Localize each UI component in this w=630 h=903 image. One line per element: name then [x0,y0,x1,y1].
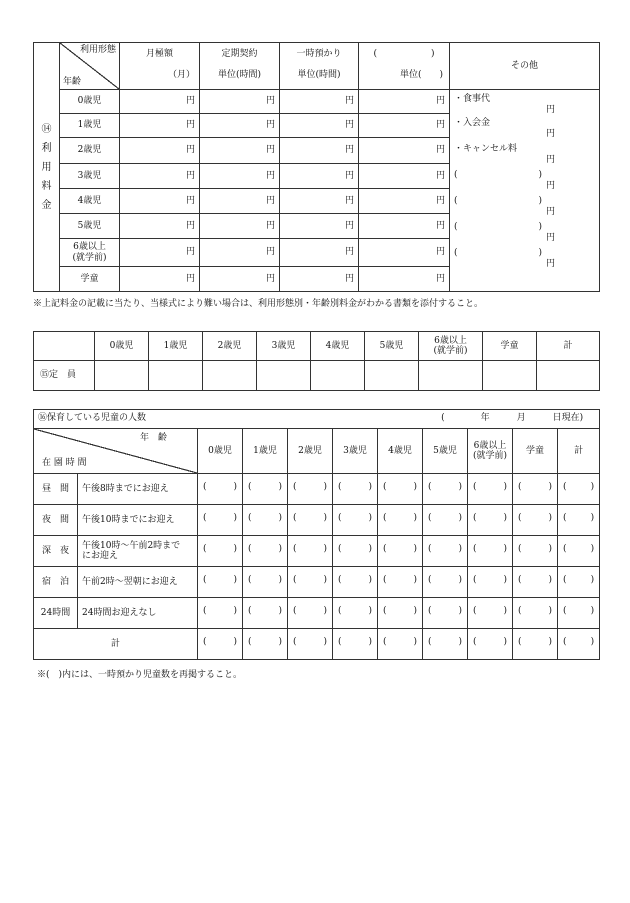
paren-open: ( [248,513,252,524]
children-count-cell [333,536,378,567]
children-count-cell [333,629,378,660]
children-count-cell [198,598,243,629]
paren-close: ) [458,606,462,617]
fee-section-char: ⑭ [41,123,52,135]
children-table [33,409,600,660]
fee-yen-cell: 円 [359,189,450,214]
children-count-cell [513,598,558,629]
paren-close: ) [233,606,237,617]
fee-corner-top: 利用形態 [79,45,116,55]
other-item-yen: 円 [545,233,555,243]
children-row [34,567,600,598]
fee-section-char: 金 [41,199,52,211]
paren-close: ) [413,637,417,648]
paren-close: ) [590,606,595,617]
paren-close: ) [548,482,552,493]
paren-open: ( [473,637,477,648]
paren-close: ) [368,544,372,555]
paren-open: ( [203,606,207,617]
paren-close: ) [368,575,372,586]
fee-yen-cell: 円 [359,267,450,292]
capacity-value-cell [537,361,600,391]
children-row-category: 深 夜 [34,536,78,567]
children-count-cell [513,505,558,536]
capacity-value-cell [95,361,149,391]
fee-yen-cell: 円 [120,164,200,189]
paren-open: ( [428,637,432,648]
children-count-cell [558,536,600,567]
children-count-cell [333,598,378,629]
children-count-cell [198,536,243,567]
paren-open: ( [518,544,522,555]
fee-row-label: 1歳児 [60,114,120,138]
other-item-label: ( [454,196,458,206]
children-count-cell [558,567,600,598]
children-count-cell [513,629,558,660]
children-count-cell [513,567,558,598]
children-count-cell [378,629,423,660]
children-corner-top: 年 齢 [139,433,167,443]
children-corner-bottom: 在 園 時 間 [42,457,87,468]
children-col-header: 4歳児 [378,429,423,474]
paren-open: ( [563,513,567,524]
paren-close: ) [503,606,507,617]
paren-close: ) [590,544,595,555]
fee-row [34,90,600,114]
paren-open: ( [338,575,342,586]
children-count-cell [558,629,600,660]
paren-open: ( [518,513,522,524]
other-item-close: ) [538,222,542,232]
paren-open: ( [203,482,207,493]
children-count-cell [423,629,468,660]
fee-yen-cell: 円 [200,267,280,292]
fee-corner-bottom: 年齢 [63,76,82,87]
children-col-header: 6歳以上 (就学前) [468,429,513,474]
children-col-header: 0歳児 [198,429,243,474]
paren-close: ) [590,513,595,524]
fee-yen-cell: 円 [359,138,450,164]
paren-open: ( [248,575,252,586]
paren-close: ) [323,606,327,617]
paren-close: ) [503,544,507,555]
children-row-category: 夜 間 [34,505,78,536]
fee-note: ※上記料金の記載に当たり、当様式により難い場合は、利用形態別・年齢別料金がわかる書類を添付すること。 [33,299,484,309]
paren-close: ) [413,575,417,586]
paren-open: ( [203,513,207,524]
paren-close: ) [368,606,372,617]
fee-col-header: 定期契約 単位(時間) [200,43,280,90]
paren-open: ( [383,575,387,586]
paren-open: ( [293,544,297,555]
paren-open: ( [203,637,207,648]
paren-close: ) [368,482,372,493]
capacity-row-label: ⑮定 員 [34,361,95,391]
children-count-cell [423,567,468,598]
children-count-cell [243,567,288,598]
fee-yen-cell: 円 [359,164,450,189]
fee-yen-cell: 円 [359,214,450,239]
fee-yen-cell: 円 [200,214,280,239]
children-col-header: 3歳児 [333,429,378,474]
children-row [34,474,600,505]
children-title-row [34,410,600,429]
paren-close: ) [590,637,595,648]
capacity-value-cell [483,361,537,391]
children-count-cell [423,536,468,567]
children-count-cell [288,536,333,567]
children-count-cell [513,474,558,505]
children-row-category: 24時間 [34,598,78,629]
paren-close: ) [413,482,417,493]
paren-open: ( [203,575,207,586]
paren-close: ) [413,606,417,617]
capacity-value-cell [419,361,483,391]
paren-close: ) [458,513,462,524]
fee-yen-cell: 円 [359,239,450,267]
children-count-cell [423,505,468,536]
fee-yen-cell: 円 [200,189,280,214]
children-count-cell [333,505,378,536]
paren-close: ) [278,482,282,493]
other-item-yen: 円 [545,129,555,139]
paren-open: ( [293,606,297,617]
paren-open: ( [473,482,477,493]
fee-corner-cell [60,43,120,90]
fee-yen-cell: 円 [359,90,450,114]
children-count-cell [378,567,423,598]
capacity-col-header: 4歳児 [311,332,365,361]
paren-close: ) [233,575,237,586]
children-col-header: 1歳児 [243,429,288,474]
fee-yen-cell: 円 [280,138,359,164]
fee-yen-cell: 円 [120,267,200,292]
other-item-close: ) [538,196,542,206]
capacity-value-cell [257,361,311,391]
paren-close: ) [590,482,595,493]
paren-open: ( [473,575,477,586]
children-total-label: 計 [34,629,198,660]
paren-open: ( [563,575,567,586]
fee-yen-cell: 円 [120,90,200,114]
other-item-label: ( [454,170,458,180]
capacity-col-header: 1歳児 [149,332,203,361]
children-count-cell [243,505,288,536]
capacity-col-header: 5歳児 [365,332,419,361]
other-item-yen: 円 [545,181,555,191]
paren-open: ( [248,544,252,555]
other-item-yen: 円 [545,259,555,269]
children-count-cell [423,474,468,505]
fee-yen-cell: 円 [280,214,359,239]
paren-close: ) [278,606,282,617]
capacity-col-header: 3歳児 [257,332,311,361]
paren-close: ) [323,544,327,555]
fee-yen-cell: 円 [200,138,280,164]
children-count-cell [243,598,288,629]
fee-col-header: 月極額 （月） [120,43,200,90]
children-count-cell [333,474,378,505]
children-row-desc: 午前2時～翌朝にお迎え [78,567,198,598]
paren-open: ( [473,513,477,524]
paren-open: ( [293,637,297,648]
paren-close: ) [413,544,417,555]
other-item-yen: 円 [545,155,555,165]
fee-yen-cell: 円 [200,114,280,138]
children-count-cell [378,536,423,567]
paren-open: ( [428,606,432,617]
paren-open: ( [383,544,387,555]
paren-close: ) [323,482,327,493]
children-count-cell [558,598,600,629]
paren-close: ) [503,513,507,524]
capacity-value-cell [149,361,203,391]
paren-open: ( [428,513,432,524]
other-item-label: ・食事代 [454,94,491,104]
other-item-close: ) [538,170,542,180]
children-count-cell [468,474,513,505]
other-item-yen: 円 [545,105,555,115]
children-count-cell [468,505,513,536]
other-item-close: ) [538,248,542,258]
paren-open: ( [563,606,567,617]
children-count-cell [558,474,600,505]
fee-section-char: 利 [41,142,52,154]
children-count-cell [333,567,378,598]
children-count-cell [243,629,288,660]
children-corner-cell [34,429,198,474]
paren-open: ( [248,482,252,493]
fee-yen-cell: 円 [280,239,359,267]
children-count-cell [468,598,513,629]
paren-open: ( [383,482,387,493]
children-count-cell [468,536,513,567]
fee-yen-cell: 円 [120,239,200,267]
children-count-cell [288,629,333,660]
capacity-col-header: 0歳児 [95,332,149,361]
paren-close: ) [233,637,237,648]
children-count-cell [288,598,333,629]
fee-row-label: 4歳児 [60,189,120,214]
fee-row-label: 6歳以上 (就学前) [60,239,120,267]
paren-close: ) [458,544,462,555]
paren-open: ( [338,482,342,493]
paren-open: ( [473,606,477,617]
paren-open: ( [338,513,342,524]
other-item-label: ( [454,248,458,258]
fee-section-char: 料 [41,180,52,192]
fee-yen-cell: 円 [120,138,200,164]
paren-close: ) [503,637,507,648]
paren-open: ( [338,606,342,617]
fee-row-label: 3歳児 [60,164,120,189]
children-col-header: 5歳児 [423,429,468,474]
children-count-cell [378,598,423,629]
fee-yen-cell: 円 [120,214,200,239]
paren-close: ) [278,575,282,586]
paren-open: ( [518,606,522,617]
fee-row-label: 学童 [60,267,120,292]
children-col-header: 2歳児 [288,429,333,474]
paren-open: ( [383,513,387,524]
paren-open: ( [338,544,342,555]
paren-open: ( [563,482,567,493]
paren-close: ) [233,544,237,555]
capacity-table [33,331,600,391]
fee-section-label [34,43,60,292]
fee-yen-cell: 円 [200,90,280,114]
children-count-cell [558,505,600,536]
capacity-value-cell [203,361,257,391]
children-row-desc: 午後10時までにお迎え [78,505,198,536]
children-count-cell [288,505,333,536]
capacity-col-header: 2歳児 [203,332,257,361]
capacity-col-header: 計 [537,332,600,361]
paren-close: ) [413,513,417,524]
fee-row-label: 2歳児 [60,138,120,164]
paren-close: ) [323,513,327,524]
fee-section-char: 用 [41,161,52,173]
fee-yen-cell: 円 [120,189,200,214]
paren-close: ) [458,482,462,493]
paren-close: ) [278,544,282,555]
paren-close: ) [323,637,327,648]
children-row [34,536,600,567]
fee-yen-cell: 円 [280,189,359,214]
paren-open: ( [428,482,432,493]
paren-close: ) [323,575,327,586]
paren-close: ) [368,637,372,648]
fee-yen-cell: 円 [120,114,200,138]
paren-open: ( [338,637,342,648]
fee-row-label: 0歳児 [60,90,120,114]
paren-open: ( [383,606,387,617]
fee-yen-cell: 円 [280,267,359,292]
paren-open: ( [518,637,522,648]
children-count-cell [378,505,423,536]
paren-open: ( [293,513,297,524]
paren-open: ( [518,575,522,586]
children-row-category: 昼 間 [34,474,78,505]
paren-open: ( [518,482,522,493]
fee-yen-cell: 円 [200,164,280,189]
children-count-cell [198,567,243,598]
paren-close: ) [368,513,372,524]
capacity-corner [34,332,95,361]
children-total-row [34,629,600,660]
capacity-col-header: 6歳以上 (就学前) [419,332,483,361]
paren-close: ) [503,482,507,493]
children-count-cell [423,598,468,629]
fee-table [33,42,600,292]
children-row-desc: 24時間お迎えなし [78,598,198,629]
capacity-value-cell [311,361,365,391]
paren-open: ( [248,606,252,617]
paren-close: ) [503,575,507,586]
fee-col-header: 一時預かり 単位(時間) [280,43,359,90]
paren-close: ) [548,637,552,648]
paren-close: ) [590,575,595,586]
fee-other-header: その他 [450,43,600,90]
paren-open: ( [293,482,297,493]
children-count-cell [243,474,288,505]
paren-open: ( [563,637,567,648]
other-item-label: ( [454,222,458,232]
children-row [34,505,600,536]
fee-yen-cell: 円 [280,164,359,189]
paren-close: ) [458,637,462,648]
paren-open: ( [203,544,207,555]
children-title: ⑯保育している児童の人数 [38,413,147,423]
paren-open: ( [383,637,387,648]
fee-row-label: 5歳児 [60,214,120,239]
other-item-label: ・入会金 [454,118,491,128]
paren-open: ( [428,544,432,555]
fee-yen-cell: 円 [359,114,450,138]
paren-close: ) [548,575,552,586]
fee-yen-cell: 円 [280,90,359,114]
paren-close: ) [458,575,462,586]
children-row-desc: 午後8時までにお迎え [78,474,198,505]
fee-other-cell [450,90,600,292]
paren-close: ) [548,513,552,524]
children-count-cell [198,505,243,536]
children-row [34,598,600,629]
paren-close: ) [548,606,552,617]
children-date: ( 年 月 日現在) [441,413,584,423]
paren-open: ( [248,637,252,648]
children-row-desc: 午後10時～午前2時まで にお迎え [78,536,198,567]
children-count-cell [378,474,423,505]
paren-close: ) [278,513,282,524]
fee-yen-cell: 円 [200,239,280,267]
children-count-cell [513,536,558,567]
children-count-cell [198,474,243,505]
children-note: ※( )内には、一時預かり児童数を再掲すること。 [37,670,243,680]
fee-col-header: ( ) 単位( ) [359,43,450,90]
children-count-cell [468,629,513,660]
other-item-yen: 円 [545,207,555,217]
children-col-header: 計 [558,429,600,474]
other-item-label: ・キャンセル料 [454,144,518,154]
capacity-col-header: 学童 [483,332,537,361]
paren-open: ( [563,544,567,555]
paren-close: ) [233,482,237,493]
children-count-cell [288,567,333,598]
paren-open: ( [293,575,297,586]
paren-close: ) [233,513,237,524]
children-count-cell [243,536,288,567]
children-count-cell [198,629,243,660]
capacity-value-cell [365,361,419,391]
children-row-category: 宿 泊 [34,567,78,598]
children-col-header: 学童 [513,429,558,474]
paren-close: ) [548,544,552,555]
children-count-cell [288,474,333,505]
children-count-cell [468,567,513,598]
paren-open: ( [473,544,477,555]
fee-yen-cell: 円 [280,114,359,138]
paren-open: ( [428,575,432,586]
paren-close: ) [278,637,282,648]
